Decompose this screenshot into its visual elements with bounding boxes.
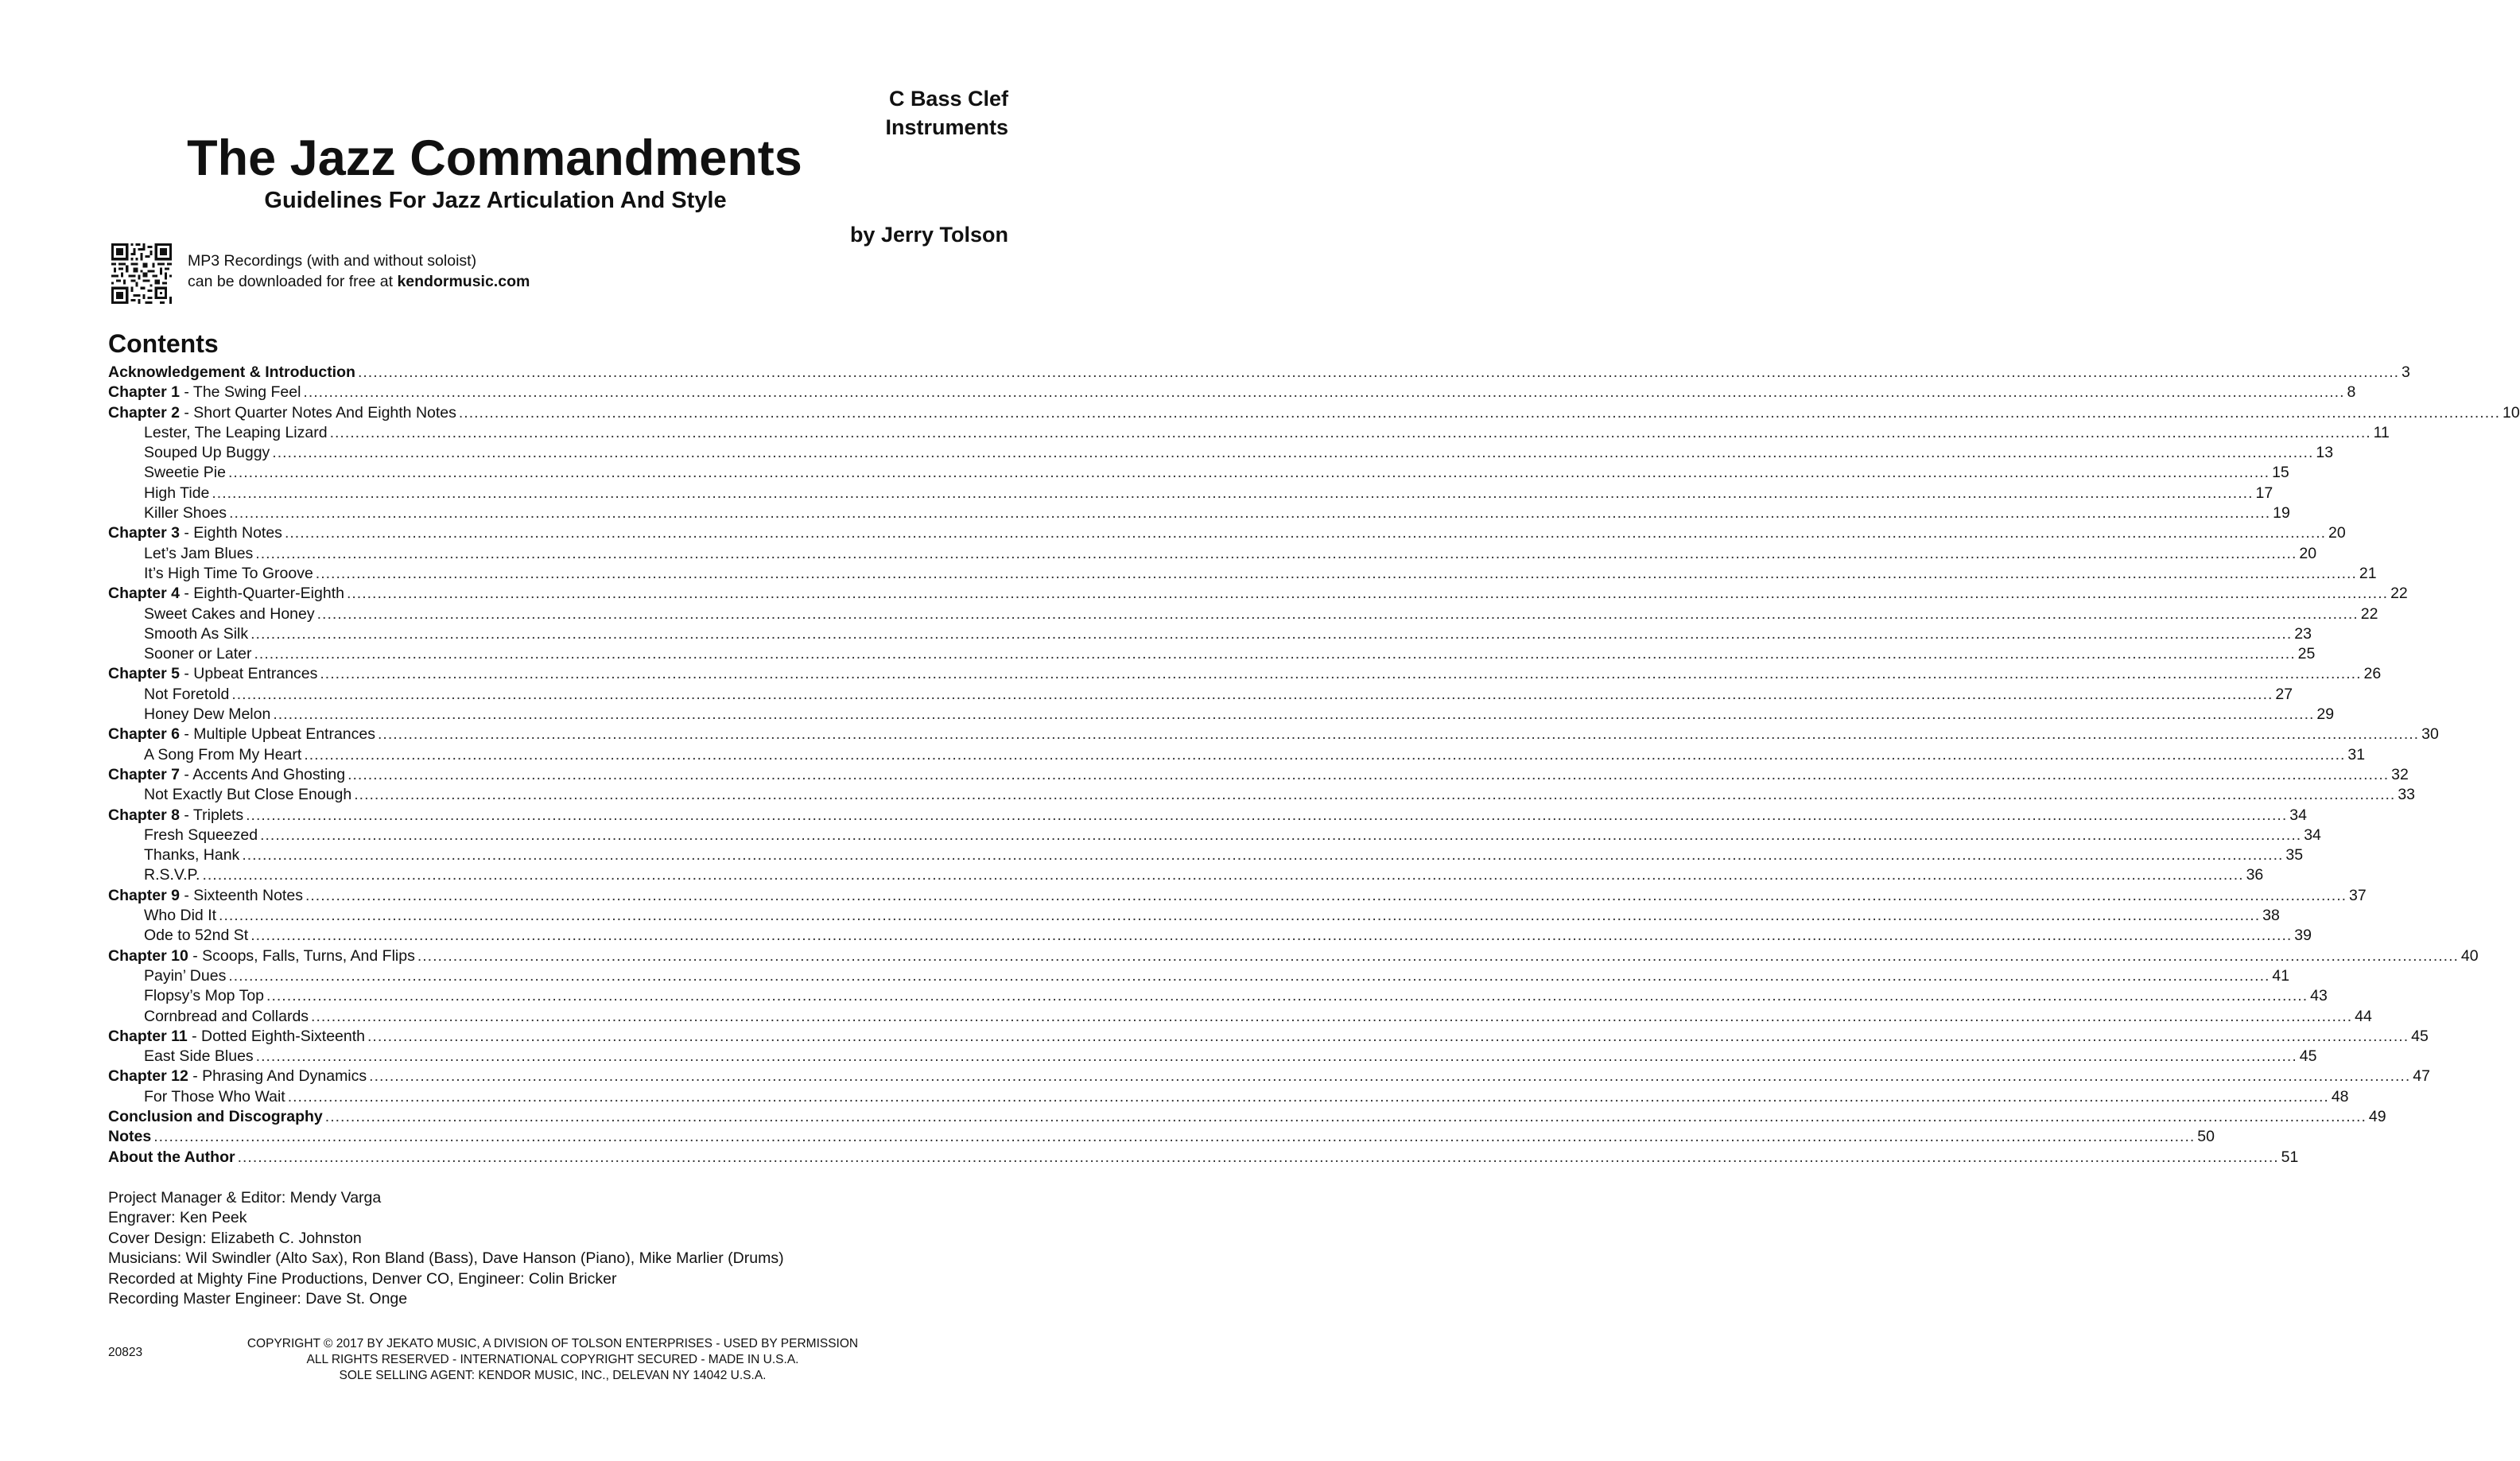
table-of-contents bbox=[108, 363, 2520, 1168]
toc-dot-leader: ................................................................................................................................................................................................................................................................................................................................................................................................................ bbox=[246, 806, 2288, 824]
toc-entry-title: - The Swing Feel bbox=[179, 383, 301, 402]
toc-dot-leader: ................................................................................................................................................................................................................................................................................................................................................................................................................ bbox=[354, 786, 2396, 804]
toc-dot-leader: ................................................................................................................................................................................................................................................................................................................................................................................................................ bbox=[357, 363, 2400, 381]
toc-page-number: 43 bbox=[2310, 987, 2328, 1005]
toc-subentry bbox=[108, 865, 2264, 885]
toc-entry-bold-label: Chapter 6 bbox=[108, 725, 180, 744]
toc-entry bbox=[108, 664, 2382, 684]
toc-dot-leader: ................................................................................................................................................................................................................................................................................................................................................................................................................ bbox=[272, 444, 2314, 462]
toc-entry-label bbox=[144, 685, 229, 705]
toc-dot-leader: ................................................................................................................................................................................................................................................................................................................................................................................................................ bbox=[324, 1107, 2367, 1125]
toc-page-number: 29 bbox=[2316, 705, 2335, 724]
toc-entry-bold-label: About the Author bbox=[108, 1148, 235, 1166]
toc-entry-bold-label: Chapter 7 bbox=[108, 765, 180, 783]
toc-entry-label bbox=[108, 363, 355, 383]
mp3-download-note bbox=[188, 251, 530, 292]
toc-page-number: 38 bbox=[2262, 907, 2280, 925]
toc-entry-label bbox=[144, 463, 226, 483]
toc-entry-title: East Side Blues bbox=[144, 1047, 254, 1066]
toc-dot-leader: ................................................................................................................................................................................................................................................................................................................................................................................................................ bbox=[316, 604, 2359, 623]
toc-dot-leader: ................................................................................................................................................................................................................................................................................................................................................................................................................ bbox=[242, 846, 2284, 865]
toc-entry bbox=[108, 886, 2367, 906]
toc-entry-label bbox=[108, 403, 456, 423]
author-byline: by Jerry Tolson bbox=[849, 223, 1008, 247]
toc-entry-label bbox=[144, 1087, 285, 1107]
toc-entry-label bbox=[144, 503, 227, 523]
toc-entry-title: For Those Who Wait bbox=[144, 1087, 285, 1105]
toc-entry-label bbox=[108, 1127, 151, 1147]
toc-entry-title: It’s High Time To Groove bbox=[144, 564, 313, 582]
toc-entry bbox=[108, 383, 2356, 402]
toc-subentry bbox=[108, 986, 2328, 1006]
toc-entry-label bbox=[144, 624, 248, 644]
toc-dot-leader: ................................................................................................................................................................................................................................................................................................................................................................................................................ bbox=[369, 1067, 2411, 1086]
toc-page-number: 26 bbox=[2363, 665, 2382, 683]
toc-dot-leader: ................................................................................................................................................................................................................................................................................................................................................................................................................ bbox=[231, 685, 2273, 703]
toc-entry-bold-label: Chapter 3 bbox=[108, 524, 180, 542]
toc-page-number: 45 bbox=[2411, 1027, 2429, 1045]
toc-page-number: 39 bbox=[2294, 927, 2312, 945]
toc-entry-label bbox=[144, 865, 200, 885]
toc-entry-title: R.S.V.P. bbox=[144, 866, 200, 884]
toc-entry-title: - Accents And Ghosting bbox=[179, 765, 346, 783]
mp3-note-line-1: MP3 Recordings (with and without soloist) bbox=[188, 252, 477, 270]
toc-dot-leader: ................................................................................................................................................................................................................................................................................................................................................................................................................ bbox=[255, 1047, 2297, 1066]
toc-entry-title: Who Did It bbox=[144, 907, 217, 925]
toc-dot-leader: ................................................................................................................................................................................................................................................................................................................................................................................................................ bbox=[367, 1027, 2409, 1045]
instrument-line-1: C Bass Clef bbox=[888, 87, 1008, 111]
page-subtitle: Guidelines For Jazz Articulation And Style bbox=[264, 188, 727, 213]
toc-entry-title: Payin’ Dues bbox=[144, 966, 227, 985]
toc-entry-label bbox=[144, 906, 216, 926]
toc-entry bbox=[108, 1107, 2386, 1127]
toc-dot-leader: ................................................................................................................................................................................................................................................................................................................................................................................................................ bbox=[228, 966, 2270, 985]
toc-subentry bbox=[108, 745, 2366, 765]
toc-page-number: 49 bbox=[2368, 1107, 2386, 1125]
toc-entry-title: - Sixteenth Notes bbox=[179, 886, 303, 904]
toc-entry-label bbox=[144, 1007, 309, 1027]
toc-entry bbox=[108, 584, 2408, 604]
toc-entry-title: Fresh Squeezed bbox=[144, 826, 258, 844]
toc-entry-title: Killer Shoes bbox=[144, 504, 227, 523]
toc-entry-title: Thanks, Hank bbox=[144, 846, 240, 865]
toc-dot-leader: ................................................................................................................................................................................................................................................................................................................................................................................................................ bbox=[458, 403, 2500, 422]
toc-entry-bold-label: Chapter 2 bbox=[108, 403, 180, 422]
toc-dot-leader: ................................................................................................................................................................................................................................................................................................................................................................................................................ bbox=[378, 725, 2420, 744]
toc-entry-title: - Short Quarter Notes And Eighth Notes bbox=[179, 403, 456, 422]
toc-dot-leader: ................................................................................................................................................................................................................................................................................................................................................................................................................ bbox=[219, 907, 2261, 925]
toc-page-number: 51 bbox=[2281, 1148, 2299, 1166]
toc-entry-bold-label: Conclusion and Discography bbox=[108, 1107, 323, 1125]
toc-dot-leader: ................................................................................................................................................................................................................................................................................................................................................................................................................ bbox=[273, 705, 2315, 724]
toc-dot-leader: ................................................................................................................................................................................................................................................................................................................................................................................................................ bbox=[202, 866, 2244, 884]
toc-entry-label bbox=[144, 826, 258, 845]
toc-entry-label bbox=[144, 845, 239, 865]
toc-page-number: 22 bbox=[2360, 604, 2378, 623]
toc-page-number: 10 bbox=[2502, 403, 2520, 422]
toc-dot-leader: ................................................................................................................................................................................................................................................................................................................................................................................................................ bbox=[250, 624, 2293, 643]
toc-entry-label bbox=[108, 383, 301, 402]
toc-entry bbox=[108, 946, 2479, 966]
toc-page-number: 50 bbox=[2197, 1128, 2215, 1146]
toc-entry-title: Let’s Jam Blues bbox=[144, 544, 254, 562]
credit-line: Engraver: Ken Peek bbox=[108, 1209, 247, 1227]
toc-entry-label bbox=[144, 785, 351, 805]
toc-dot-leader: ................................................................................................................................................................................................................................................................................................................................................................................................................ bbox=[348, 765, 2390, 783]
toc-entry-bold-label: Chapter 1 bbox=[108, 383, 180, 402]
toc-entry bbox=[108, 1127, 2215, 1147]
toc-entry-label bbox=[108, 664, 317, 684]
toc-dot-leader: ................................................................................................................................................................................................................................................................................................................................................................................................................ bbox=[287, 1087, 2329, 1105]
toc-page-number: 15 bbox=[2272, 464, 2289, 482]
toc-dot-leader: ................................................................................................................................................................................................................................................................................................................................................................................................................ bbox=[260, 826, 2302, 844]
copyright-line-1: COPYRIGHT © 2017 BY JEKATO MUSIC, A DIVISION OF TOLSON ENTERPRISES - USED BY PERMISSION bbox=[247, 1337, 859, 1350]
toc-entry-label bbox=[108, 1148, 235, 1168]
toc-dot-leader: ................................................................................................................................................................................................................................................................................................................................................................................................................ bbox=[320, 665, 2362, 683]
toc-subentry bbox=[108, 443, 2334, 463]
toc-entry-title: - Multiple Upbeat Entrances bbox=[179, 725, 375, 744]
toc-page-number: 45 bbox=[2299, 1047, 2317, 1066]
toc-page-number: 30 bbox=[2421, 725, 2439, 744]
toc-subentry bbox=[108, 1047, 2317, 1067]
toc-entry-label bbox=[144, 705, 270, 725]
toc-entry-title: Sooner or Later bbox=[144, 645, 252, 663]
toc-entry-title: Sweetie Pie bbox=[144, 464, 226, 482]
toc-entry-title: Lester, The Leaping Lizard bbox=[144, 423, 328, 441]
page-title: The Jazz Commandments bbox=[187, 130, 802, 186]
toc-page-number: 33 bbox=[2398, 786, 2416, 804]
contents-heading: Contents bbox=[108, 329, 219, 358]
toc-subentry bbox=[108, 906, 2280, 926]
credit-line: Recorded at Mighty Fine Productions, Denver CO, Engineer: Colin Bricker bbox=[108, 1269, 617, 1288]
toc-page-number: 20 bbox=[2328, 524, 2346, 542]
toc-entry-label bbox=[144, 966, 226, 986]
toc-entry-label bbox=[108, 946, 415, 966]
toc-page-number: 32 bbox=[2391, 765, 2409, 783]
toc-dot-leader: ................................................................................................................................................................................................................................................................................................................................................................................................................ bbox=[254, 645, 2296, 663]
toc-entry-bold-label: Chapter 8 bbox=[108, 806, 180, 824]
toc-entry-title: Cornbread and Collards bbox=[144, 1007, 309, 1025]
toc-subentry bbox=[108, 463, 2289, 483]
toc-page-number: 41 bbox=[2272, 966, 2290, 985]
toc-subentry bbox=[108, 604, 2378, 624]
toc-subentry bbox=[108, 785, 2416, 805]
toc-dot-leader: ................................................................................................................................................................................................................................................................................................................................................................................................................ bbox=[227, 464, 2270, 482]
toc-entry-bold-label: Chapter 11 bbox=[108, 1027, 188, 1045]
toc-page-number: 31 bbox=[2347, 745, 2366, 764]
toc-entry bbox=[108, 363, 2410, 383]
toc-entry-label bbox=[108, 725, 375, 744]
toc-entry-title: - Phrasing And Dynamics bbox=[188, 1067, 367, 1086]
toc-page-number: 23 bbox=[2294, 624, 2312, 643]
toc-entry-bold-label: Chapter 12 bbox=[108, 1067, 188, 1086]
toc-entry-title: - Triplets bbox=[179, 806, 244, 824]
production-credits bbox=[108, 1188, 784, 1309]
toc-dot-leader: ................................................................................................................................................................................................................................................................................................................................................................................................................ bbox=[329, 423, 2371, 441]
toc-page-number: 25 bbox=[2297, 645, 2316, 663]
toc-subentry bbox=[108, 705, 2335, 725]
toc-subentry bbox=[108, 966, 2290, 986]
toc-entry bbox=[108, 403, 2520, 423]
toc-dot-leader: ................................................................................................................................................................................................................................................................................................................................................................................................................ bbox=[417, 946, 2459, 965]
toc-subentry bbox=[108, 564, 2377, 584]
toc-entry-title: Not Foretold bbox=[144, 685, 230, 703]
toc-page-number: 27 bbox=[2275, 685, 2293, 703]
toc-subentry bbox=[108, 1087, 2349, 1107]
credit-line: Recording Master Engineer: Dave St. Onge bbox=[108, 1290, 408, 1308]
toc-entry-label bbox=[144, 564, 313, 584]
toc-entry-label bbox=[144, 1047, 254, 1067]
toc-subentry bbox=[108, 644, 2316, 664]
toc-entry bbox=[108, 1027, 2429, 1047]
toc-subentry bbox=[108, 685, 2293, 705]
catalog-number: 20823 bbox=[108, 1346, 143, 1359]
toc-entry-label bbox=[144, 745, 301, 765]
toc-entry-label bbox=[144, 484, 209, 503]
toc-entry-bold-label: Chapter 4 bbox=[108, 585, 180, 603]
toc-entry-title: Ode to 52nd St bbox=[144, 927, 249, 945]
toc-entry-title: Souped Up Buggy bbox=[144, 444, 270, 462]
toc-entry-label bbox=[144, 926, 248, 946]
toc-entry-label bbox=[108, 1067, 367, 1086]
toc-entry bbox=[108, 765, 2409, 785]
mp3-note-prefix: can be downloaded for free at bbox=[188, 273, 398, 290]
toc-entry bbox=[108, 725, 2439, 744]
toc-entry-label bbox=[108, 1027, 365, 1047]
toc-page-number: 48 bbox=[2331, 1087, 2349, 1105]
toc-entry-label bbox=[108, 806, 243, 826]
credit-line: Musicians: Wil Swindler (Alto Sax), Ron Bland (Bass), Dave Hanson (Piano), Mike Marlier (Drums) bbox=[108, 1249, 784, 1268]
toc-entry-title: - Dotted Eighth-Sixteenth bbox=[187, 1027, 366, 1045]
toc-dot-leader: ................................................................................................................................................................................................................................................................................................................................................................................................................ bbox=[266, 987, 2308, 1005]
copyright-notice bbox=[143, 1336, 962, 1384]
toc-entry-bold-label: Acknowledgement & Introduction bbox=[108, 363, 355, 381]
mp3-note-line-2 bbox=[188, 271, 530, 292]
toc-dot-leader: ................................................................................................................................................................................................................................................................................................................................................................................................................ bbox=[250, 927, 2293, 945]
kendormusic-link[interactable]: kendormusic.com bbox=[397, 273, 530, 290]
toc-entry-title: - Scoops, Falls, Turns, And Flips bbox=[188, 946, 415, 965]
toc-entry-title: - Eighth Notes bbox=[179, 524, 282, 542]
toc-page-number: 8 bbox=[2347, 383, 2356, 402]
qr-code-icon bbox=[111, 243, 172, 304]
toc-subentry bbox=[108, 624, 2312, 644]
toc-entry-label bbox=[144, 423, 328, 443]
toc-dot-leader: ................................................................................................................................................................................................................................................................................................................................................................................................................ bbox=[284, 524, 2327, 542]
toc-subentry bbox=[108, 544, 2317, 564]
toc-page-number: 40 bbox=[2460, 946, 2479, 965]
toc-entry-bold-label: Chapter 5 bbox=[108, 665, 180, 683]
toc-page-number: 34 bbox=[2289, 806, 2307, 824]
toc-entry-title: Smooth As Silk bbox=[144, 624, 249, 643]
toc-entry-title: Sweet Cakes and Honey bbox=[144, 604, 315, 623]
toc-page-number: 21 bbox=[2359, 564, 2377, 582]
toc-page-number: 20 bbox=[2299, 544, 2317, 562]
toc-entry-title: - Eighth-Quarter-Eighth bbox=[179, 585, 344, 603]
toc-dot-leader: ................................................................................................................................................................................................................................................................................................................................................................................................................ bbox=[255, 544, 2297, 562]
toc-entry-bold-label: Notes bbox=[108, 1128, 152, 1146]
toc-entry-title: Honey Dew Melon bbox=[144, 705, 271, 724]
toc-dot-leader: ................................................................................................................................................................................................................................................................................................................................................................................................................ bbox=[346, 585, 2389, 603]
toc-page-number: 36 bbox=[2246, 866, 2264, 884]
toc-entry-label bbox=[144, 986, 264, 1006]
toc-entry-label bbox=[108, 765, 345, 785]
toc-page-number: 22 bbox=[2390, 585, 2408, 603]
toc-page-number: 17 bbox=[2255, 484, 2273, 502]
toc-entry-label bbox=[144, 544, 253, 564]
toc-page-number: 3 bbox=[2402, 363, 2410, 381]
copyright-line-3: SOLE SELLING AGENT: KENDOR MUSIC, INC., DELEVAN NY 14042 U.S.A. bbox=[339, 1369, 767, 1382]
toc-dot-leader: ................................................................................................................................................................................................................................................................................................................................................................................................................ bbox=[303, 383, 2345, 402]
toc-dot-leader: ................................................................................................................................................................................................................................................................................................................................................................................................................ bbox=[237, 1148, 2279, 1166]
toc-page-number: 37 bbox=[2349, 886, 2367, 904]
toc-subentry bbox=[108, 503, 2290, 523]
toc-entry-title: - Upbeat Entrances bbox=[179, 665, 318, 683]
toc-entry-label bbox=[144, 443, 270, 463]
toc-entry-title: A Song From My Heart bbox=[144, 745, 302, 764]
toc-page-number: 11 bbox=[2373, 423, 2390, 441]
toc-subentry bbox=[108, 926, 2312, 946]
toc-subentry bbox=[108, 845, 2304, 865]
toc-subentry bbox=[108, 1007, 2372, 1027]
toc-subentry bbox=[108, 423, 2390, 443]
toc-subentry bbox=[108, 484, 2273, 503]
toc-dot-leader: ................................................................................................................................................................................................................................................................................................................................................................................................................ bbox=[315, 564, 2357, 582]
toc-dot-leader: ................................................................................................................................................................................................................................................................................................................................................................................................................ bbox=[311, 1007, 2353, 1025]
toc-page-number: 19 bbox=[2273, 504, 2290, 523]
toc-page-number: 35 bbox=[2285, 846, 2304, 865]
toc-entry bbox=[108, 523, 2346, 543]
toc-entry-label bbox=[144, 644, 252, 664]
toc-entry bbox=[108, 1148, 2299, 1168]
toc-entry-label bbox=[108, 523, 282, 543]
toc-dot-leader: ................................................................................................................................................................................................................................................................................................................................................................................................................ bbox=[304, 745, 2346, 764]
toc-entry-bold-label: Chapter 9 bbox=[108, 886, 180, 904]
toc-entry-label bbox=[108, 1107, 323, 1127]
toc-entry bbox=[108, 806, 2307, 826]
copyright-line-2: ALL RIGHTS RESERVED - INTERNATIONAL COPYRIGHT SECURED - MADE IN U.S.A. bbox=[306, 1353, 799, 1366]
toc-entry-title: High Tide bbox=[144, 484, 210, 502]
toc-page-number: 34 bbox=[2304, 826, 2321, 844]
toc-dot-leader: ................................................................................................................................................................................................................................................................................................................................................................................................................ bbox=[212, 484, 2254, 502]
toc-entry bbox=[108, 1067, 2430, 1086]
toc-page-number: 44 bbox=[2355, 1007, 2372, 1025]
credit-line: Project Manager & Editor: Mendy Varga bbox=[108, 1189, 382, 1206]
toc-page-number: 47 bbox=[2413, 1067, 2430, 1086]
toc-entry-label bbox=[108, 584, 344, 604]
toc-entry-title: Not Exactly But Close Enough bbox=[144, 786, 352, 804]
toc-entry-label bbox=[144, 604, 315, 624]
toc-entry-label bbox=[108, 886, 303, 906]
toc-dot-leader: ................................................................................................................................................................................................................................................................................................................................................................................................................ bbox=[229, 504, 2271, 523]
toc-dot-leader: ................................................................................................................................................................................................................................................................................................................................................................................................................ bbox=[153, 1128, 2196, 1146]
credit-line: Cover Design: Elizabeth C. Johnston bbox=[108, 1229, 362, 1247]
toc-subentry bbox=[108, 826, 2321, 845]
toc-dot-leader: ................................................................................................................................................................................................................................................................................................................................................................................................................ bbox=[305, 886, 2347, 904]
instrument-line-2: Instruments bbox=[885, 115, 1008, 139]
toc-entry-bold-label: Chapter 10 bbox=[108, 946, 188, 965]
toc-page-number: 13 bbox=[2316, 444, 2334, 462]
toc-entry-title: Flopsy’s Mop Top bbox=[144, 987, 265, 1005]
